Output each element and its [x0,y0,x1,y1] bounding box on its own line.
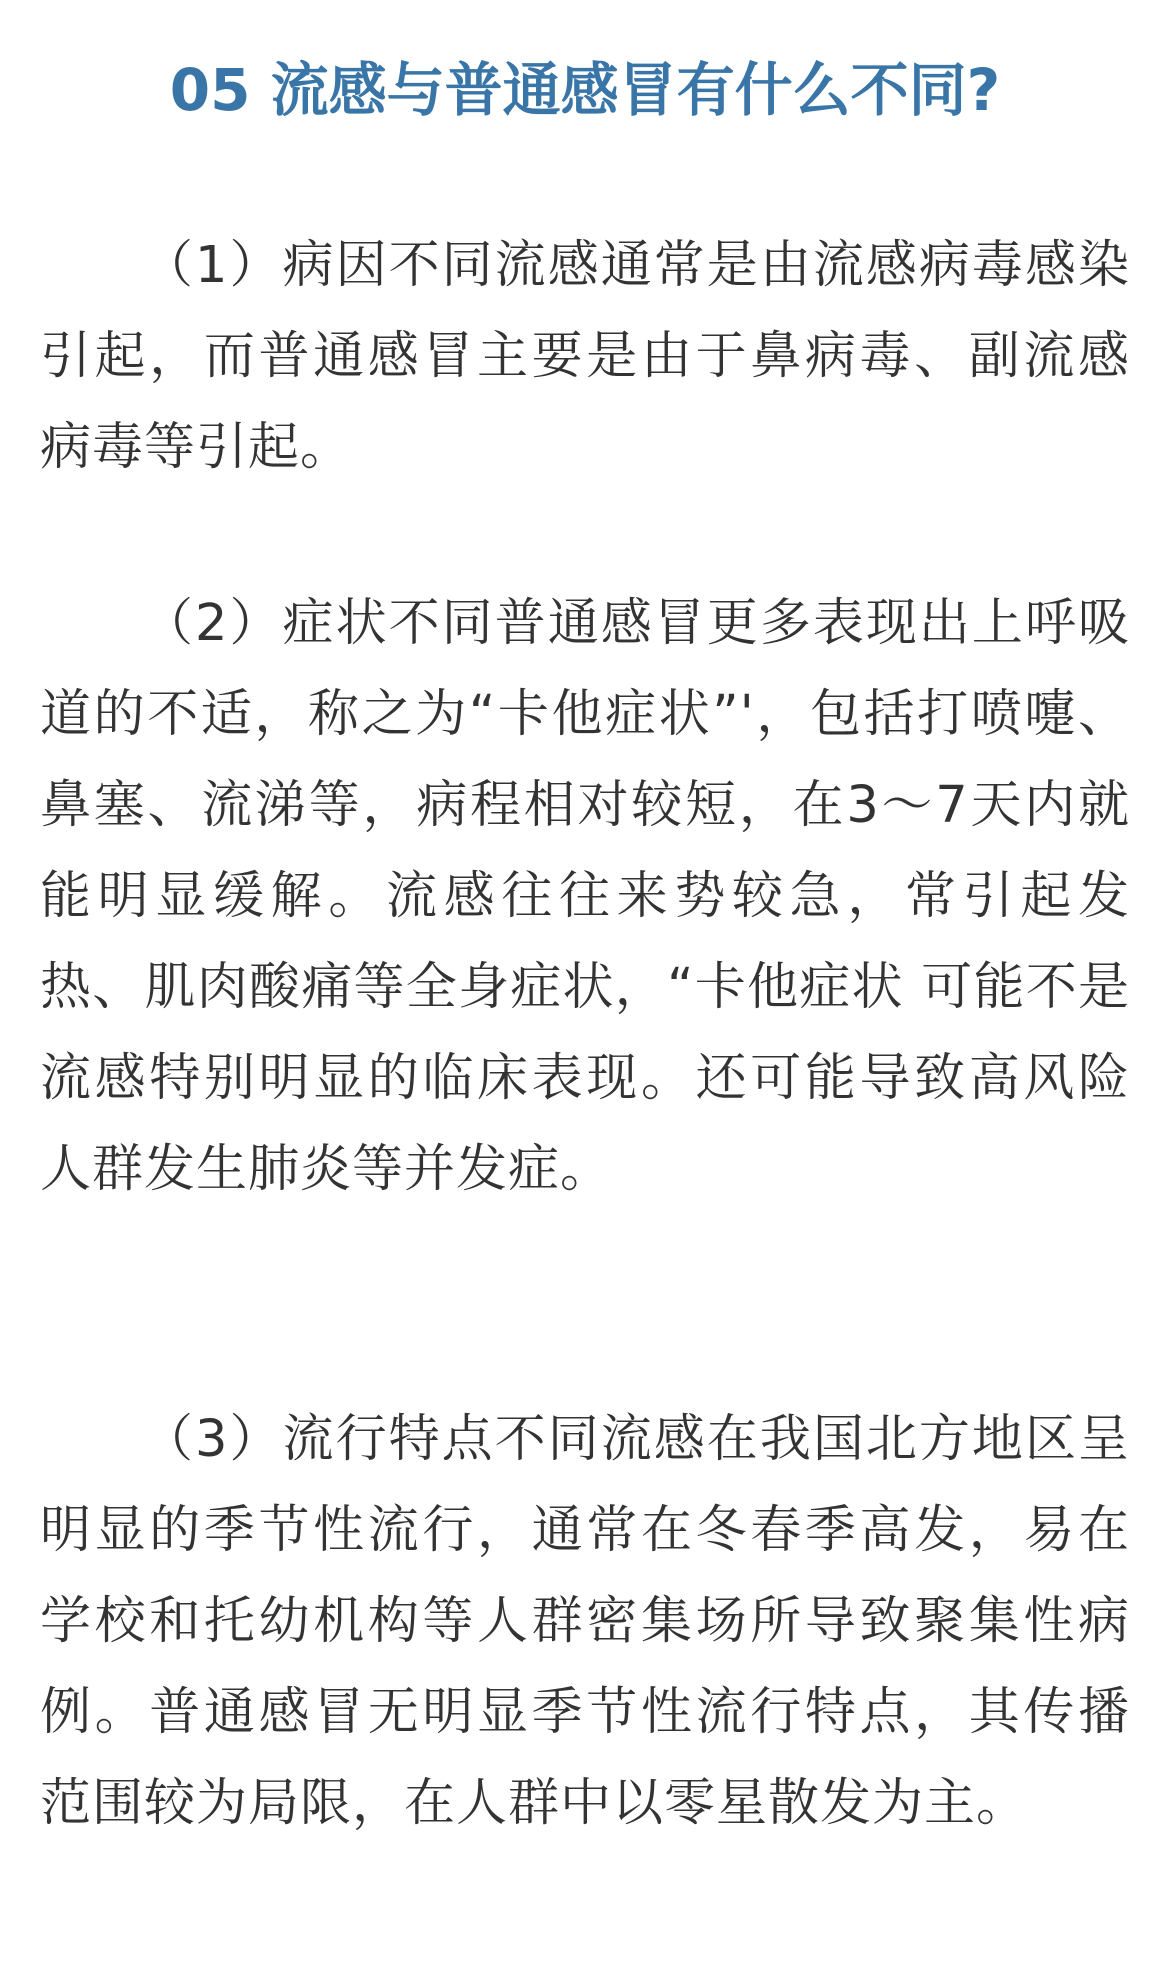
paragraph-symptoms: （2）症状不同普通感冒更多表现出上呼吸道的不适，称之为“卡他症状”'，包括打喷嚏、鼻塞、流涕等，病程相对较短，在3～7天内就能明显缓解。流感往往来势较急，常引起发热、肌肉酸痛等全身症状，“卡他症状 可能不是流感特别明显的临床表现。还可能导致高风险人群发生肺炎等并发症。 [40,594,1130,1199]
paragraph-epidemic-features: （3）流行特点不同流感在我国北方地区呈明显的季节性流行，通常在冬春季高发，易在学校和托幼机构等人群密集场所导致聚集性病例。普通感冒无明显季节性流行特点，其传播范围较为局限，在人群中以零星散发为主。 [40,1410,1130,1833]
article-title: 05 流感与普通感冒有什么不同? [169,56,1001,124]
paragraph-cause: （1）病因不同流感通常是由流感病毒感染引起，而普通感冒主要是由于鼻病毒、副流感病毒等引起。 [40,236,1130,477]
